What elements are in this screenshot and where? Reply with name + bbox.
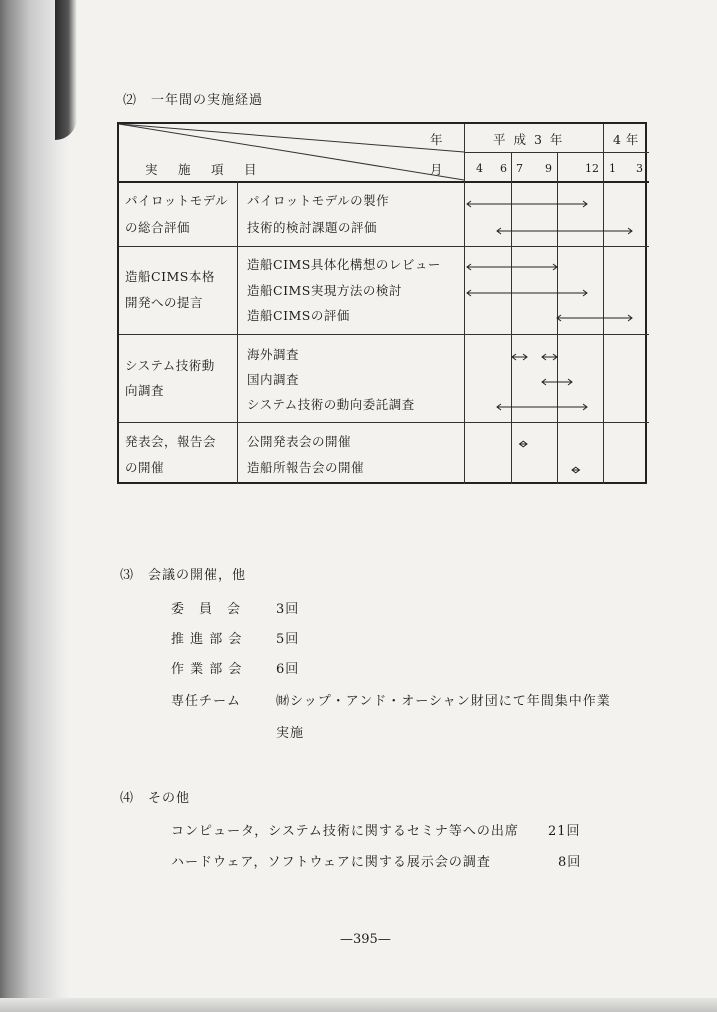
meeting-value-team: ㈶シップ・アンド・オーシャン財団にて年間集中作業 [276,694,611,709]
group2-name-line2: 開発への提言 [125,295,204,310]
header-year-label: 年 [430,132,444,147]
binding-edge [55,0,77,140]
page-number: —395— [340,932,391,947]
arrow-g3-i1 [512,354,527,360]
arrow-g3-i3 [497,404,587,410]
group1-item2: 技術的検討課題の評価 [247,220,378,235]
arrow-g2-i1 [467,264,557,270]
group3-item1: 海外調査 [247,347,300,362]
group3-item2: 国内調査 [247,372,300,387]
month-6: 6 [500,162,507,175]
year-4: 4 年 [613,132,639,147]
meeting-label-promotion: 推 進 部 会 [171,632,243,647]
section3-title: ⑶ 会議の開催，他 [120,568,247,583]
group3-item3: システム技術の動向委託調査 [247,397,415,412]
month-9: 9 [545,162,552,175]
month-3: 3 [636,162,643,175]
group1-name-line2: の総合評価 [125,220,191,235]
other-row1-count: 21回 [548,824,581,839]
year-heisei3: 平 成 3 年 [493,132,565,147]
group2-item1: 造船CIMS具体化構想のレビュー [247,257,441,272]
group3-name-line2: 向調査 [125,383,165,398]
group1-name-line1: パイロットモデル [125,193,229,208]
group2-name-line1: 造船CIMS本格 [125,269,215,284]
meeting-label-team: 専任チーム [171,694,242,709]
month-4: 4 [476,162,483,175]
group4-item1: 公開発表会の開催 [247,434,352,449]
arrow-g3-i2 [542,379,572,385]
book-spine-shadow [0,0,70,1012]
meeting-value-committee: 3回 [276,602,300,617]
header-item-label: 実 施 項 目 [145,162,261,177]
meeting-team-continuation: 実施 [276,726,305,741]
other-row2-count: 8回 [558,855,582,870]
arrow-g2-i2 [467,290,587,296]
arrow-g2-i3 [557,315,632,321]
meeting-label-committee: 委 員 会 [171,602,242,617]
month-1: 1 [609,162,616,175]
meeting-value-promotion: 5回 [276,632,300,647]
header-month-label: 月 [430,162,444,177]
arrow-g1-i1 [467,201,587,207]
group3-name-line1: システム技術動 [125,358,215,373]
schedule-table [117,122,647,484]
section4-title: ⑷ その他 [120,791,191,806]
meeting-label-working: 作 業 部 会 [171,662,243,677]
group2-item3: 造船CIMSの評価 [247,308,350,323]
schedule-arrows [119,124,649,486]
group4-name-line2: の開催 [125,460,165,475]
arrow-g1-i2 [497,228,632,234]
group1-item1: パイロットモデルの製作 [247,193,390,208]
meeting-value-working: 6回 [276,662,300,677]
group4-item2: 造船所報告会の開催 [247,460,365,475]
section2-title: ⑵ 一年間の実施経過 [123,93,264,108]
arrow-g4-i2 [572,467,580,473]
page-bottom-edge [0,998,717,1012]
month-7: 7 [516,162,523,175]
group2-item2: 造船CIMS実現方法の検討 [247,283,402,298]
other-row2-text: ハードウェア，ソフトウェアに関する展示会の調査 [171,855,491,870]
other-row1-text: コンピュータ，システム技術に関するセミナ等への出席 [171,824,519,839]
group4-name-line1: 発表会，報告会 [125,434,217,449]
arrow-g4-i1 [520,441,528,447]
arrow-g3-i1-b [542,354,557,360]
month-12: 12 [585,162,599,175]
